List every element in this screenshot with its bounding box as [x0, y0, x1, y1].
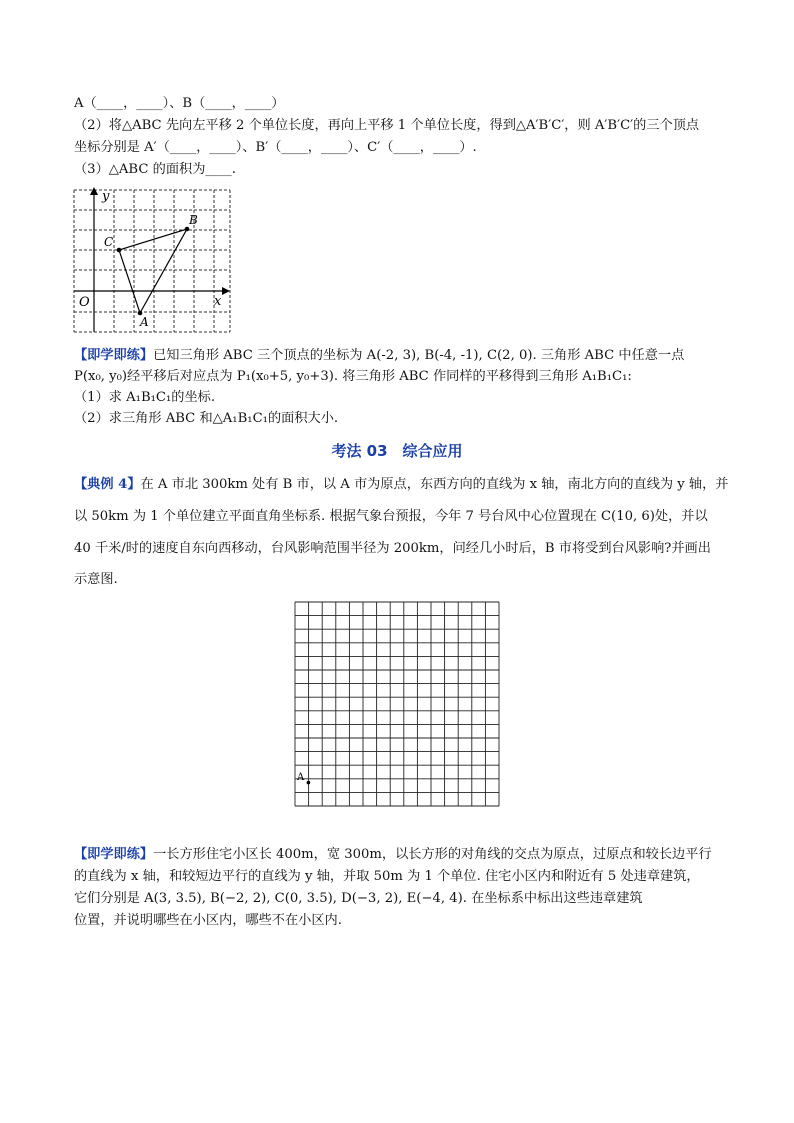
practice-1-text-1: 已知三角形 ABC 三个顶点的坐标为 A(-2, 3), B(-4, -1), C(2, 0). 三角形 ABC 中任意一点 [153, 348, 685, 363]
example-4-line-1 [74, 475, 729, 495]
practice-1-line-1 [74, 346, 684, 366]
example-4-tag: 【典例 4】 [74, 477, 141, 492]
triangle-abc [119, 229, 187, 313]
question-2-line: （2）将△ABC 先向左平移 2 个单位长度，再向上平移 1 个单位长度，得到△A′B′C′，则 A′B′C′的三个顶点 [74, 118, 700, 133]
example-4-line-4: 示意图. [74, 572, 118, 587]
practice-2-text-1: 一长方形住宅小区长 400m，宽 300m，以长方形的对角线的交点为原点，过原点和较长边平行 [153, 847, 712, 862]
question-3-line: （3）△ABC 的面积为____. [74, 162, 236, 177]
x-axis-arrow [222, 287, 230, 295]
practice-2-tag: 【即学即练】 [74, 847, 154, 862]
example-4-line-3: 40 千米/时的速度自东向西移动，台风影响范围半径为 200km，问经几小时后，B 市将受到台风影响?并画出 [74, 541, 711, 556]
practice-1-question-2: （2）求三角形 ABC 和△A₁B₁C₁的面积大小. [74, 411, 339, 426]
x-axis-label: x [214, 294, 222, 309]
practice-1-question-1: （1）求 A₁B₁C₁的坐标. [74, 390, 216, 405]
example-4-text-1: 在 A 市北 300km 处有 B 市，以 A 市为原点，东西方向的直线为 x 轴，南北方向的直线为 y 轴，并 [140, 477, 729, 492]
label-a: A [140, 315, 149, 329]
point-a-marker [307, 781, 311, 785]
point-c [117, 248, 122, 253]
label-c: C [104, 235, 114, 249]
triangle-grid-figure [70, 186, 236, 338]
practice-2-line-4: 位置，并说明哪些在小区内，哪些不在小区内. [74, 913, 342, 928]
practice-2-line-2: 的直线为 x 轴，和较短边平行的直线为 y 轴，并取 50m 为 1 个单位. 住宅小区内和附近有 5 处违章建筑， [74, 869, 700, 884]
point-b [185, 227, 190, 232]
example-4-line-2: 以 50km 为 1 个单位建立平面直角坐标系. 根据气象台预报，今年 7 号台风中心位置现在 C(10, 6)处，并以 [74, 509, 708, 524]
answer-line-1: A（____，____）、B（____，____） [74, 96, 285, 111]
practice-2-line-3: 它们分别是 A(3, 3.5), B(−2, 2), C(0, 3.5), D(−3, 2), E(−4, 4). 在坐标系中标出这些违章建筑 [74, 891, 643, 906]
practice-2-line-1 [74, 845, 712, 865]
typhoon-grid-figure [294, 601, 504, 815]
y-axis-arrow [90, 187, 98, 195]
square-grid [295, 602, 499, 806]
practice-1-tag: 【即学即练】 [74, 348, 154, 363]
section-title: 考法 03 综合应用 [331, 442, 463, 460]
y-axis-label: y [102, 189, 110, 204]
origin-label: O [79, 295, 90, 310]
point-a-label: A [297, 772, 305, 783]
label-b: B [189, 213, 198, 227]
practice-1-line-2: P(x₀, y₀)经平移后对应点为 P₁(x₀+5, y₀+3). 将三角形 ABC 作同样的平移得到三角形 A₁B₁C₁: [74, 369, 632, 384]
question-2-answer-line: 坐标分别是 A′（____，____）、B′（____，____）、C′（____，____）. [74, 140, 477, 155]
